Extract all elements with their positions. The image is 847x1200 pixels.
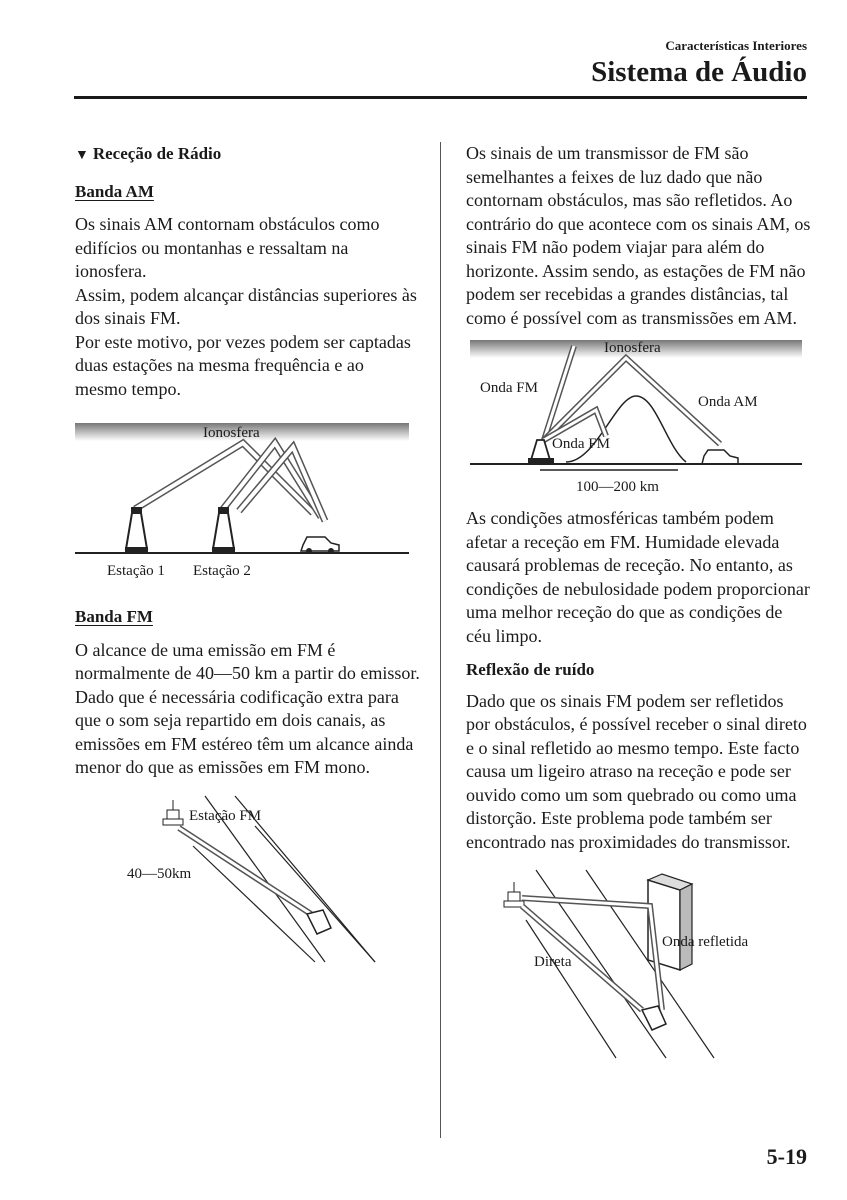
reflected-wave-label: Onda refletida	[662, 934, 749, 950]
fm-car-icon	[307, 910, 331, 934]
right-paragraph-3: Dado que os sinais FM podem ser refletidos por obstáculos, é possível receber o sinal direto e o sinal refletido ao mesmo tempo. Este facto causa um ligeiro atraso na receção e pode ser ouvido como um som quebrado ou como uma distorção. Este problema pode também ser encontrado nas proximidades do transmissor.	[466, 690, 807, 852]
fm-station-label: Estação FM	[189, 807, 262, 824]
header-rule	[74, 96, 807, 99]
direct-wave-label: Direta	[534, 954, 572, 970]
fm-heading: Banda FM	[75, 607, 153, 626]
car-icon	[301, 537, 339, 554]
fm-range-label: 40―50km	[127, 865, 192, 882]
header-subtitle: Características Interiores	[665, 38, 807, 53]
section-title: ▼ Receção de Rádio	[75, 144, 222, 163]
fm-wave-top-label: Onda FM	[480, 380, 538, 396]
ionosphere-label-2: Ionosfera	[604, 340, 661, 356]
station-1-label: Estação 1	[107, 563, 165, 579]
fm-tower-icon	[163, 800, 183, 825]
am-paragraph-3: Por este motivo, por vezes podem ser captadas duas estações na mesma frequência e ao mesmo tempo.	[75, 331, 411, 399]
station-2-label: Estação 2	[193, 563, 251, 579]
reflect-tower-icon	[504, 882, 524, 907]
tower-icon-1	[125, 507, 148, 553]
right-paragraph-2: As condições atmosféricas também podem afetar a receção em FM. Humidade elevada causará problemas de receção. No entanto, as condições de nebulosidade podem proporcionar uma melhor receção do que as condições de céu limpo.	[466, 508, 810, 646]
tower-icon-2	[212, 507, 235, 553]
page-number: 5-19	[766, 1144, 807, 1169]
am-paragraph-1: Os sinais AM contornam obstáculos como edifícios ou montanhas e ressaltam na ionosfera.	[75, 214, 380, 281]
am-heading: Banda AM	[75, 181, 154, 201]
page-title: Sistema de Áudio	[591, 56, 807, 88]
ionosphere-label: Ionosfera	[203, 425, 260, 441]
am-figure	[75, 421, 415, 581]
am-wave-label: Onda AM	[698, 394, 758, 410]
am-paragraph-2: Assim, podem alcançar distâncias superiores às dos sinais FM.	[75, 284, 417, 328]
wave-figure	[466, 336, 806, 501]
left-column	[75, 142, 420, 972]
fm-wave-low-label: Onda FM	[552, 436, 610, 452]
wave-car-icon	[702, 450, 738, 464]
noise-heading: Reflexão de ruído	[466, 660, 595, 679]
mountain	[566, 396, 686, 462]
fm-paragraph: O alcance de uma emissão em FM é normalmente de 40―50 km a partir do emissor. Dado que é necessária codificação extra para que o som seja repartido em dois canais, as emissões em FM estéreo têm um alcance ainda menor do que as emissões em FM mono.	[75, 639, 420, 777]
wave-tower-icon	[528, 440, 554, 464]
reflection-figure	[466, 860, 806, 1060]
column-divider	[440, 142, 441, 1138]
distance-label: 100―200 km	[576, 479, 659, 495]
right-paragraph-1: Os sinais de um transmissor de FM são semelhantes a feixes de luz dado que não contornam obstáculos, mas são refletidos. Ao contrário do que acontece com os sinais AM, os sinais FM não podem viajar para além do horizonte. Assim sendo, as estações de FM não podem ser recebidas a grandes distâncias, tal como é possível com as transmissões em AM.	[466, 143, 811, 328]
fm-range-figure	[75, 786, 415, 966]
triangle-down-icon: ▼	[75, 148, 89, 163]
right-column	[466, 142, 811, 1066]
